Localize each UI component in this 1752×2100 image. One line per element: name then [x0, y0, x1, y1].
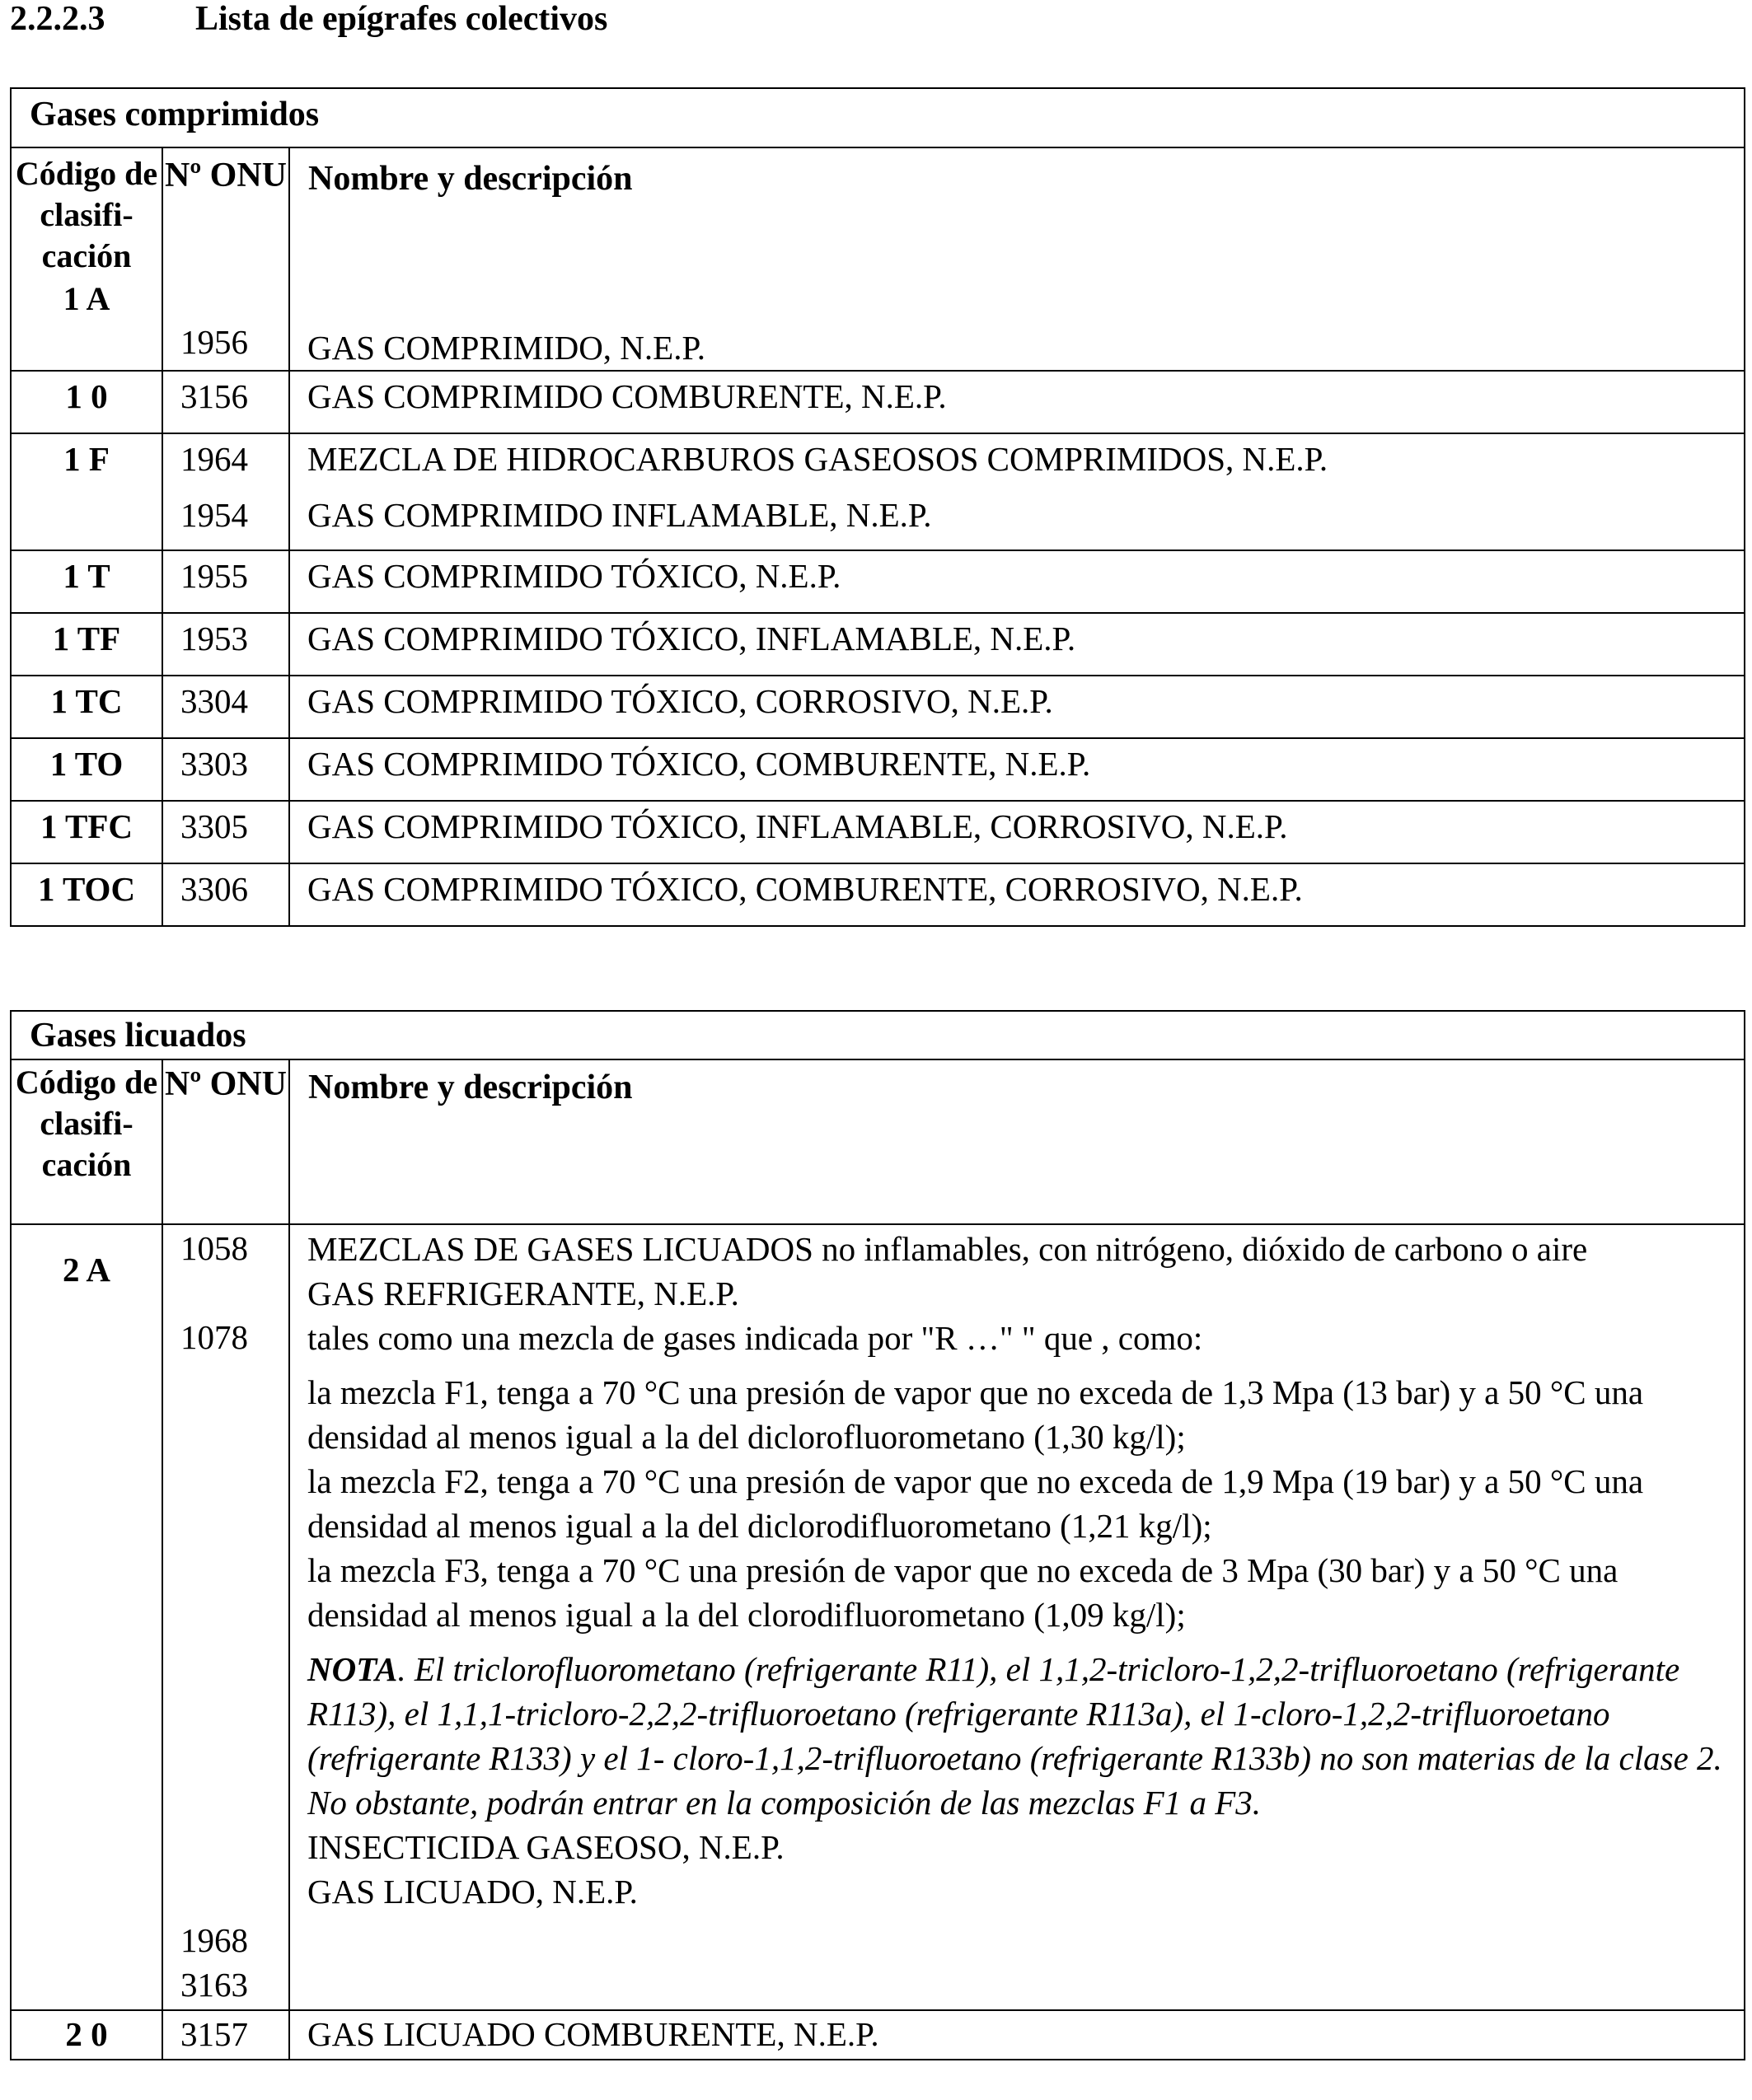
mixture-f1: la mezcla F1, tenga a 70 °C una presión de vapor que no exceda de 1,3 Mpa (13 bar) y a 50 °C una densidad al menos igual a la del diclorofluorometano (1,30 kg/l); [307, 1373, 1644, 1456]
header-onu: Nº ONU 1956 [162, 147, 289, 371]
entry-3163: GAS LICUADO, N.E.P. [307, 1872, 638, 1911]
table-title: Gases licuados [11, 1011, 1745, 1059]
row-code: 1 A [63, 280, 110, 317]
section-title: Lista de epígrafes colectivos [195, 0, 608, 38]
table-title: Gases comprimidos [11, 88, 1745, 147]
table-row: 1 T 1955 GAS COMPRIMIDO TÓXICO, N.E.P. [11, 550, 1745, 613]
compressed-gases-table [10, 87, 1745, 927]
mixture-f2: la mezcla F2, tenga a 70 °C una presión de vapor que no exceda de 1,9 Mpa (19 bar) y a 50 °C una densidad al menos igual a la del diclorodifluorometano (1,21 kg/l); [307, 1462, 1644, 1545]
entry-1968: INSECTICIDA GASEOSO, N.E.P. [307, 1827, 785, 1866]
table-row: 1 TFC 3305 GAS COMPRIMIDO TÓXICO, INFLAMABLE, CORROSIVO, N.E.P. [11, 801, 1745, 863]
table-row: 1 TC 3304 GAS COMPRIMIDO TÓXICO, CORROSIVO, N.E.P. [11, 676, 1745, 738]
entry-1078: GAS REFRIGERANTE, N.E.P. [307, 1274, 739, 1312]
section-heading [10, 0, 607, 42]
entry-1058: MEZCLAS DE GASES LICUADOS no inflamables, con nitrógeno, dióxido de carbono o aire [307, 1229, 1588, 1268]
mixture-f3: la mezcla F3, tenga a 70 °C una presión de vapor que no exceda de 3 Mpa (30 bar) y a 50 °C una densidad al menos igual a la del clorodifluorometano (1,09 kg/l); [307, 1550, 1618, 1634]
table-row: 1 0 3156 GAS COMPRIMIDO COMBURENTE, N.E.P. [11, 371, 1745, 433]
liquefied-gases-table [10, 1010, 1745, 2060]
header-code: Código de clasifi- cación [11, 1059, 162, 1224]
header-onu: Nº ONU [162, 1059, 289, 1224]
header-code: Código de clasifi- cación 1 A [11, 147, 162, 371]
header-name: Nombre y descripción [289, 1059, 1745, 1224]
table-row: 1 F 1964 1954 MEZCLA DE HIDROCARBUROS GASEOSOS COMPRIMIDOS, N.E.P. GAS COMPRIMIDO INFLAMABLE, N.E.P. [11, 433, 1745, 550]
header-name: Nombre y descripción GAS COMPRIMIDO, N.E.P. [289, 147, 1745, 371]
table-row: 2 A 1058 1078 1968 3163 MEZCLAS DE GASES LICUADOS no inflamables, con nitrógeno, dióxido de carbono o aire GAS REFRIGERANTE, N.E.P. tales como una mezcla de gases indicada por "R …" " que , como: la mezcla F1, tenga a 70 °C una presión de vapor que no exceda de 1,3 Mpa (13 bar) y a 50 °C una densidad al menos igual a la del diclorofluorometano (1,30 kg/l); la mezcla F2, tenga a 70 °C una presión de vapor que no exceda de 1,9 Mpa (19 bar) y a 50 °C una densidad al menos igual a la del diclorodifluorometano (1,21 kg/l); la mezcla F3, tenga a 70 °C una presión de vapor que no exceda de 3 Mpa (30 bar) y a 50 °C una densidad al menos igual a la del clorodifluorometano (1,09 kg/l); NOTA. El triclorofluorometano (refrigerante R11), el 1,1,2-tricloro-1,2,2-trifluoroetano (refrigerante R113), el 1,1,1-tricloro-2,2,2-trifluoroetano (refrigerante R113a), el 1-cloro-1,2,2-trifluoroetano (refrigerante R133) y el 1- cloro-1,1,2-trifluoroetano (refrigerante R133b) no son materias de la clase 2. No obstante, podrán entrar en la composición de las mezclas F1 a F3. INSECTICIDA GASEOSO, N.E.P. GAS LICUADO, N.E.P. [11, 1224, 1745, 2010]
row-name: GAS COMPRIMIDO, N.E.P. [307, 329, 705, 367]
note: NOTA. El triclorofluorometano (refrigerante R11), el 1,1,2-tricloro-1,2,2-trifluoroetano (refrigerante R113), el 1,1,1-tricloro-2,2,2-trifluoroetano (refrigerante R113a), el 1-cloro-1,2,2-trifluoroetano (refrigerante R133) y el 1- cloro-1,1,2-trifluoroetano (refrigerante R133b) no son materias de la clase 2. No obstante, podrán entrar en la composición de las mezclas F1 a F3. [307, 1649, 1722, 1822]
table-row: 1 TF 1953 GAS COMPRIMIDO TÓXICO, INFLAMABLE, N.E.P. [11, 613, 1745, 676]
section-number: 2.2.2.3 [10, 0, 105, 38]
table-row: 1 TO 3303 GAS COMPRIMIDO TÓXICO, COMBURENTE, N.E.P. [11, 738, 1745, 801]
table-row: 1 TOC 3306 GAS COMPRIMIDO TÓXICO, COMBURENTE, CORROSIVO, N.E.P. [11, 863, 1745, 926]
row-code: 2 A [11, 1224, 162, 2010]
row-onu: 1956 [180, 323, 248, 361]
table-row: 2 0 3157 GAS LICUADO COMBURENTE, N.E.P. [11, 2010, 1745, 2060]
